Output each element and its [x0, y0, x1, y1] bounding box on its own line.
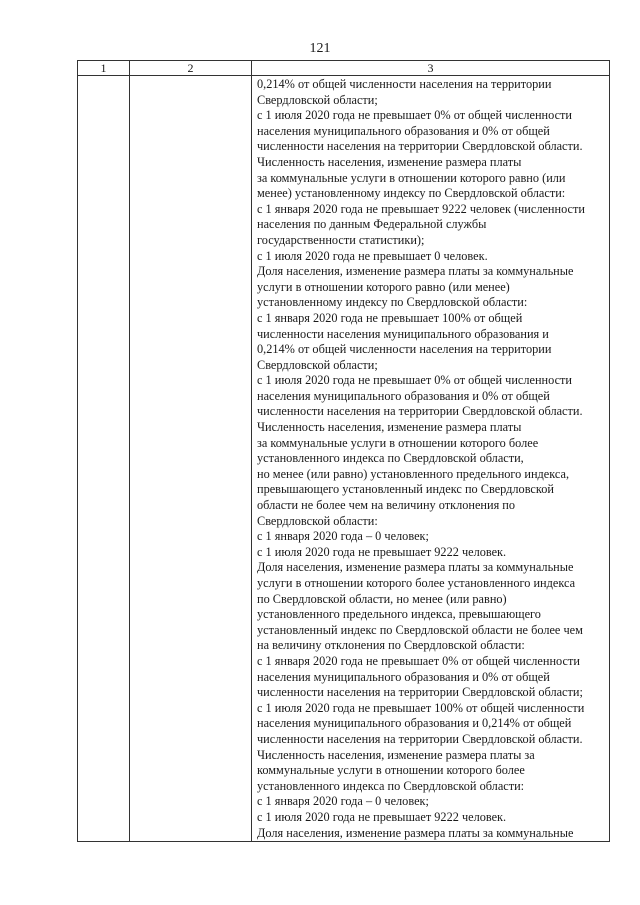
text-line: за коммунальные услуги в отношении которого равно (или [257, 170, 566, 185]
text-line: численности населения муниципального образования и [257, 326, 549, 341]
text-line: по Свердловской области, но менее (или равно) [257, 591, 507, 606]
text-line: с 1 июля 2020 года не превышает 100% от общей численности [257, 700, 585, 715]
text-line: за коммунальные услуги в отношении которого более [257, 435, 539, 450]
table-row [78, 76, 610, 842]
text-line: установленный индекс по Свердловской области не более чем [257, 622, 583, 637]
text-line: Свердловской области; [257, 357, 378, 372]
text-line: но менее (или равно) установленного предельного индекса, [257, 466, 570, 481]
text-line: с 1 июля 2020 года не превышает 0% от общей численности [257, 108, 573, 123]
header-col-1: 1 [78, 61, 130, 76]
text-line: превышающего установленный индекс по Свердловской [257, 482, 554, 497]
text-line: услуги в отношении которого равно (или менее) [257, 279, 510, 294]
header-col-2: 2 [130, 61, 252, 76]
text-line: установленного предельного индекса, превышающего [257, 607, 541, 622]
header-col-3: 3 [252, 61, 610, 76]
text-line: Численность населения, изменение размера платы [257, 154, 522, 169]
text-line: с 1 июля 2020 года не превышает 0 человек. [257, 248, 488, 263]
text-line: Численность населения, изменение размера платы за [257, 747, 535, 762]
text-line: с 1 января 2020 года не превышает 100% от общей [257, 310, 523, 325]
text-line: численности населения на территории Свердловской области. [257, 731, 583, 746]
text-line: численности населения на территории Свердловской области. [257, 139, 583, 154]
text-line: установленного индекса по Свердловской области, [257, 451, 524, 466]
text-line: с 1 января 2020 года – 0 человек; [257, 794, 429, 809]
text-line: государственности статистики); [257, 232, 425, 247]
text-line: Свердловской области; [257, 92, 378, 107]
text-line: установленного индекса по Свердловской области: [257, 778, 525, 793]
text-line: 0,214% от общей численности населения на территории [257, 77, 552, 91]
text-line: установленному индексу по Свердловской области: [257, 295, 528, 310]
cell-col-3 [252, 76, 610, 842]
text-line: населения муниципального образования и 0% от общей [257, 123, 550, 138]
text-line: населения муниципального образования и 0% от общей [257, 388, 550, 403]
cell-col-1 [78, 76, 130, 842]
text-line: Доля населения, изменение размера платы за коммунальные [257, 825, 574, 840]
text-line: услуги в отношении которого более установленного индекса [257, 576, 576, 590]
text-line: Доля населения, изменение размера платы за коммунальные [257, 560, 574, 575]
text-line: населения по данным Федеральной службы [257, 217, 487, 232]
text-line: с 1 января 2020 года – 0 человек; [257, 529, 429, 544]
text-line: Численность населения, изменение размера платы [257, 420, 522, 435]
text-line: населения муниципального образования и 0,214% от общей [257, 716, 572, 731]
text-line: коммунальные услуги в отношении которого более [257, 763, 525, 778]
text-line: численности населения на территории Свердловской области; [257, 685, 583, 700]
page-number: 121 [309, 41, 331, 56]
text-line: численности населения на территории Свердловской области. [257, 404, 583, 419]
text-line: на величину отклонения по Свердловской области: [257, 638, 525, 653]
text-line: с 1 января 2020 года не превышает 9222 человек (численности [257, 201, 585, 216]
text-line: с 1 января 2020 года не превышает 0% от общей численности [257, 653, 580, 668]
text-line: менее) установленному индексу по Свердловской области: [257, 186, 566, 201]
text-line: населения муниципального образования и 0% от общей [257, 669, 550, 684]
cell-col-2 [130, 76, 252, 842]
text-line: Свердловской области: [257, 513, 378, 528]
text-line: с 1 июля 2020 года не превышает 9222 человек. [257, 809, 507, 824]
text-line: 0,214% от общей численности населения на территории [257, 342, 552, 357]
text-line: области не более чем на величину отклонения по [257, 498, 516, 513]
document-table [77, 60, 610, 842]
table-header-row [78, 61, 610, 76]
text-line: Доля населения, изменение размера платы за коммунальные [257, 264, 574, 279]
text-line: с 1 июля 2020 года не превышает 0% от общей численности [257, 373, 573, 388]
text-line: с 1 июля 2020 года не превышает 9222 человек. [257, 544, 507, 559]
